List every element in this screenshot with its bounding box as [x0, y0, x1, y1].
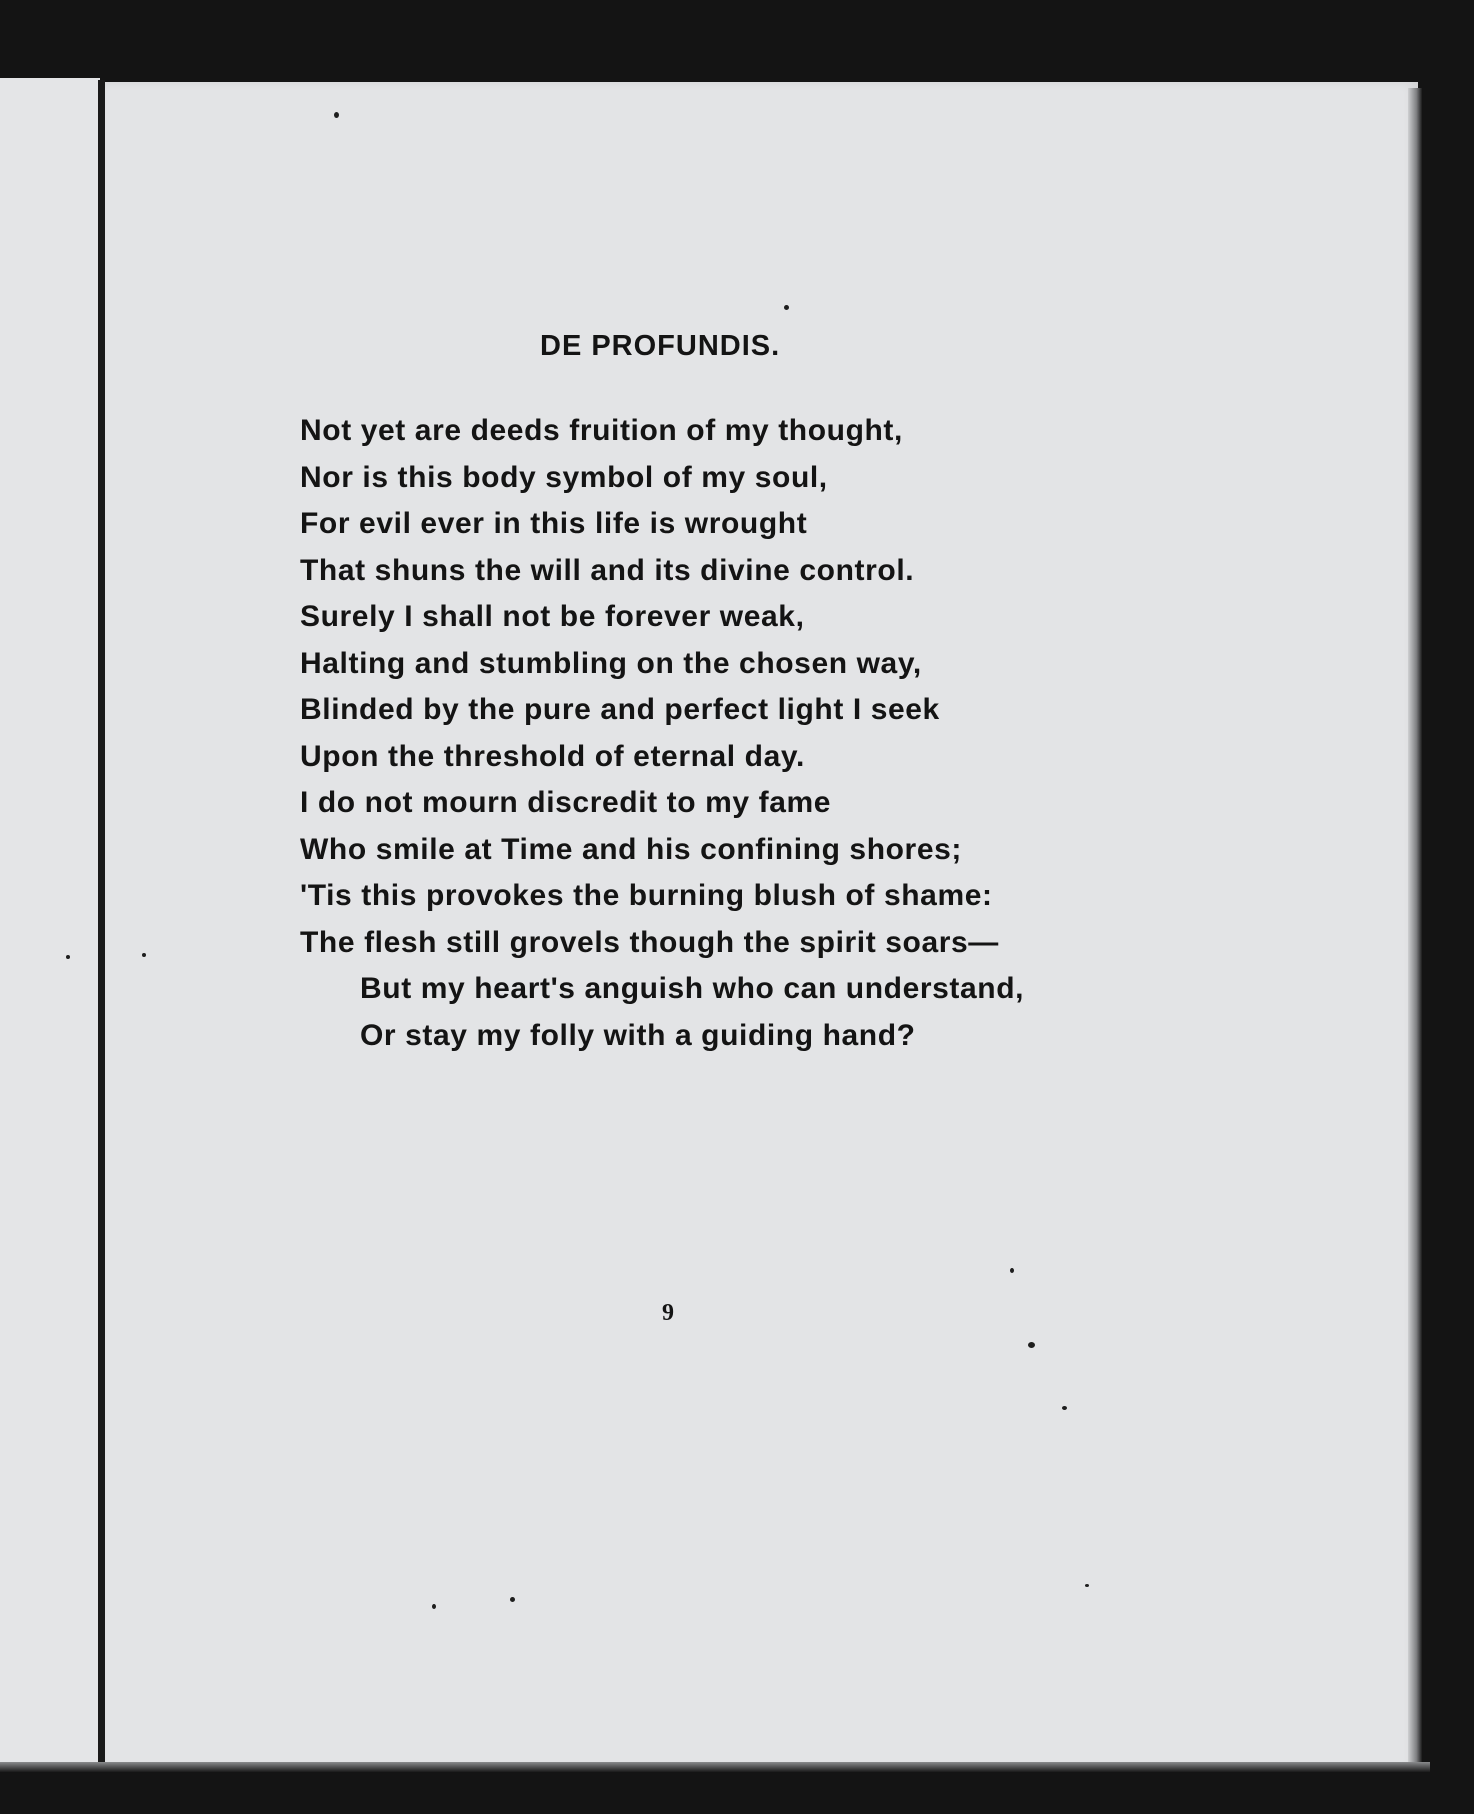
poem-line-indented: But my heart's anguish who can understand,: [360, 972, 1025, 1005]
poem-line: The flesh still grovels though the spirit soars—: [300, 925, 999, 959]
scan-speck: [510, 1597, 515, 1602]
scan-speck: [66, 955, 70, 959]
scan-speck: [1010, 1268, 1014, 1273]
poem-line: Who smile at Time and his confining shores;: [300, 832, 962, 866]
bottom-edge: [0, 1762, 1430, 1772]
poem-line: That shuns the will and its divine control.: [300, 553, 915, 587]
scan-speck: [334, 112, 339, 118]
book-spine: [98, 80, 105, 1770]
poem-body: [300, 408, 1400, 1059]
poem-line: Surely I shall not be forever weak,: [300, 600, 805, 633]
poem-line: I do not mourn discredit to my fame: [300, 786, 832, 819]
poem-line: 'Tis this provokes the burning blush of shame:: [300, 879, 993, 912]
poem-line: Blinded by the pure and perfect light I seek: [300, 693, 940, 726]
scan-speck: [1062, 1406, 1067, 1410]
left-page-fragment: [0, 78, 100, 1768]
poem-line-indented: Or stay my folly with a guiding hand?: [360, 1018, 916, 1052]
poem-line: For evil ever in this life is wrought: [300, 507, 808, 540]
poem-line: Nor is this body symbol of my soul,: [300, 460, 828, 494]
page-edge: [1408, 88, 1422, 1768]
scan-speck: [784, 305, 789, 310]
scan-speck: [142, 953, 146, 957]
poem-title: DE PROFUNDIS.: [540, 330, 781, 362]
page-number: 9: [662, 1300, 674, 1326]
scan-speck: [1028, 1342, 1035, 1348]
scan-speck: [1085, 1584, 1089, 1587]
poem-line: Not yet are deeds fruition of my thought,: [300, 414, 903, 447]
poem-line: Halting and stumbling on the chosen way,: [300, 646, 922, 680]
scan-speck: [432, 1604, 436, 1609]
poem-line: Upon the threshold of eternal day.: [300, 739, 805, 773]
